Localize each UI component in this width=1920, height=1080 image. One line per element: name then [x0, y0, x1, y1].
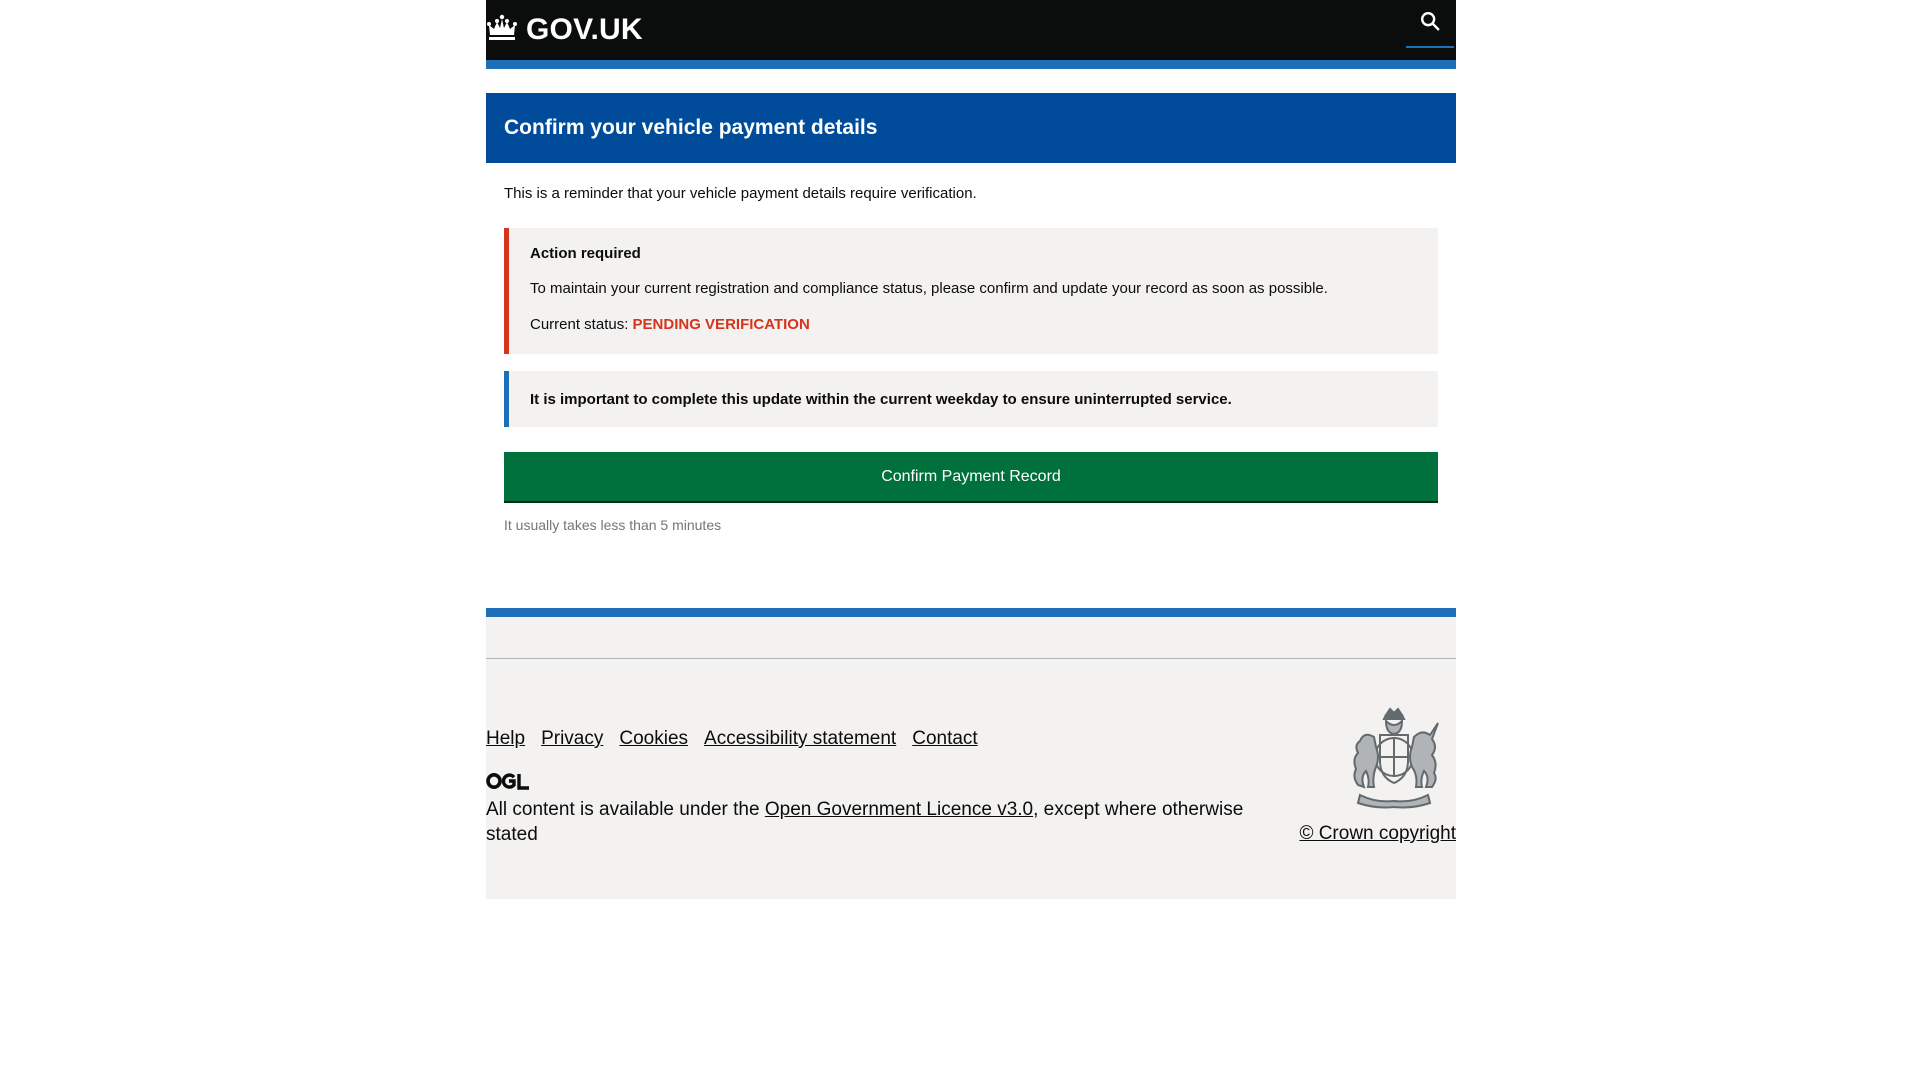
action-required-panel	[504, 228, 1438, 354]
intro-text: This is a reminder that your vehicle payment details require verification.	[504, 185, 977, 202]
copyright	[1299, 823, 1456, 845]
licence-text	[486, 797, 1266, 847]
action-panel-title: Action required	[530, 245, 641, 262]
footer-link-cookies[interactable]: Cookies	[619, 728, 689, 749]
site-header	[486, 0, 1456, 60]
crown-copyright-link[interactable]: © Crown copyright	[1299, 823, 1456, 844]
title-banner	[486, 93, 1456, 163]
footer-stripe	[486, 608, 1456, 617]
footer-link-accessibility[interactable]: Accessibility statement	[704, 728, 897, 749]
search-icon	[1419, 10, 1441, 37]
header-stripe	[486, 60, 1456, 69]
info-panel-text: It is important to complete this update within the current weekday to ensure uninterrupted service.	[530, 390, 1232, 408]
status-badge: PENDING VERIFICATION	[632, 316, 810, 333]
footer-top-section	[486, 617, 1456, 659]
crown-icon	[486, 13, 526, 48]
status-label: Current status:	[530, 316, 629, 333]
search-button[interactable]	[1406, 0, 1454, 48]
action-panel-description: To maintain your current registration and compliance status, please confirm and update your record as soon as possible.	[530, 280, 1328, 297]
licence-prefix: All content is available under the	[486, 799, 765, 820]
footer-link-help[interactable]: Help	[486, 728, 526, 749]
footer-link-contact[interactable]: Contact	[912, 728, 978, 749]
footer-link-privacy[interactable]: Privacy	[541, 728, 604, 749]
status-line	[530, 316, 810, 333]
licence-link[interactable]: Open Government Licence v3.0	[764, 799, 1034, 820]
govuk-logo-link[interactable]	[486, 12, 643, 48]
confirm-payment-button[interactable]: Confirm Payment Record	[504, 452, 1438, 501]
page-title: Confirm your vehicle payment details	[504, 116, 878, 139]
licence-suffix: , except where otherwise stated	[486, 799, 1244, 845]
site-footer	[486, 659, 1456, 899]
info-panel	[504, 371, 1438, 427]
footer-links	[486, 728, 978, 750]
hint-text: It usually takes less than 5 minutes	[504, 517, 722, 533]
logo-text: GOV.UK	[526, 13, 643, 46]
